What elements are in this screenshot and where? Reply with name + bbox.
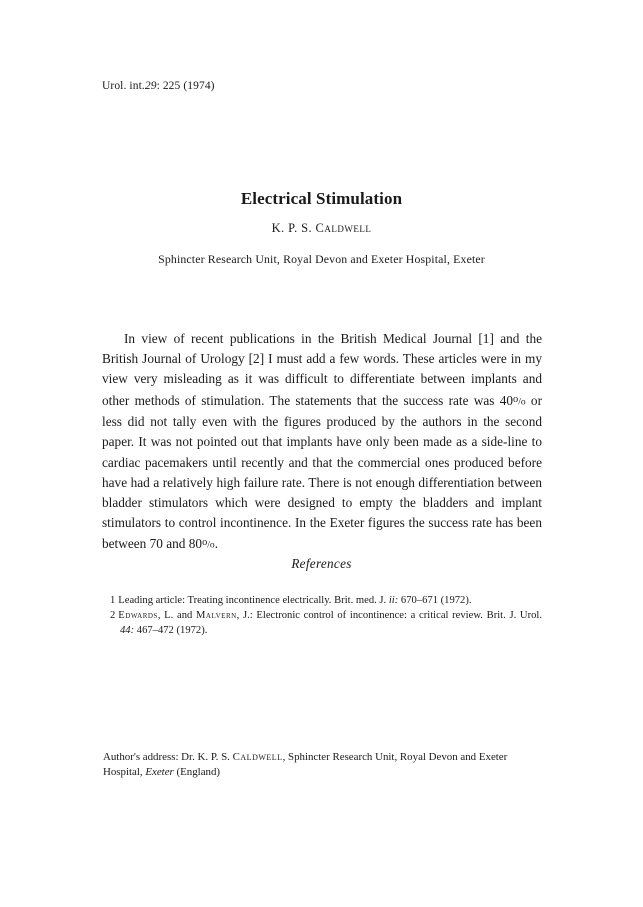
reference-author-1: Edwards [118, 610, 158, 622]
reference-text-before: Leading article: Treating incontinence electrically. Brit. med. J. [118, 595, 389, 606]
running-head [102, 80, 215, 92]
author-byline [0, 221, 643, 236]
reference-mid-1: , L. and [157, 610, 196, 622]
journal-page-year: : 225 (1974) [156, 80, 215, 92]
percent-sign-tail: /o [518, 396, 526, 408]
reference-volume: 44: [120, 624, 135, 636]
author-address-institution: , Sphincter Research Unit, Royal Devon and Exeter Hospital, [103, 751, 508, 779]
reference-volume: ii: [388, 595, 399, 606]
percent-sign-tail-2: /o [207, 539, 215, 551]
references-list [110, 594, 542, 639]
author-affiliation: Sphincter Research Unit, Royal Devon and Exeter Hospital, Exeter [158, 252, 485, 266]
reference-item [110, 594, 542, 609]
author-address-label: Author's address: Dr. K. P. S. [103, 751, 233, 763]
reference-number: 1 [110, 595, 116, 606]
article-title: Electrical Stimulation [240, 189, 403, 209]
reference-text-after: 670–671 (1972). [398, 595, 472, 606]
author-initials: K. P. S. [271, 221, 316, 235]
reference-item [110, 609, 542, 638]
body-text-part-3: . [214, 535, 219, 551]
reference-author-2: Malvern [196, 610, 237, 622]
author-surname: Caldwell [315, 221, 372, 235]
percent-sign-superior: o [513, 393, 519, 405]
author-address-country: (England) [173, 766, 221, 779]
references-heading: References [291, 556, 352, 571]
body-text-part-2: or less did not tally even with the figures produced by the authors in the second paper. It was not pointed out that implants have only been made as a side-line to cardiac pacemakers until recently and that the commercial ones produced before have had a relatively high failure rate. There is not enough differentiation between bladder stimulators which were designed to empty the bladders and implant stimulators to control incontinence. In the Exeter figures the success rate has been between 70 and 80 [102, 392, 542, 551]
body-text-part-1: In view of recent publications in the British Medical Journal [1] and the British Journal of Urology [2] I must add a few words. These articles were in my view very misleading as it was difficult to differentiate between implants and other methods of stimulation. The statements that the success rate was 40 [102, 331, 542, 408]
reference-mid-2: , J.: Electronic control of incontinence: a critical review. Brit. J. Urol. [236, 610, 543, 622]
reference-number: 2 [110, 610, 116, 622]
percent-sign-superior-2: o [202, 536, 208, 548]
reference-text-after: 467–472 (1972). [134, 624, 208, 636]
author-address-surname: Caldwell [232, 751, 283, 763]
journal-name: Urol. int. [102, 80, 145, 92]
journal-volume: 29 [144, 80, 157, 92]
author-address [103, 750, 541, 780]
body-paragraph [102, 329, 542, 555]
author-address-city: Exeter [145, 766, 174, 779]
